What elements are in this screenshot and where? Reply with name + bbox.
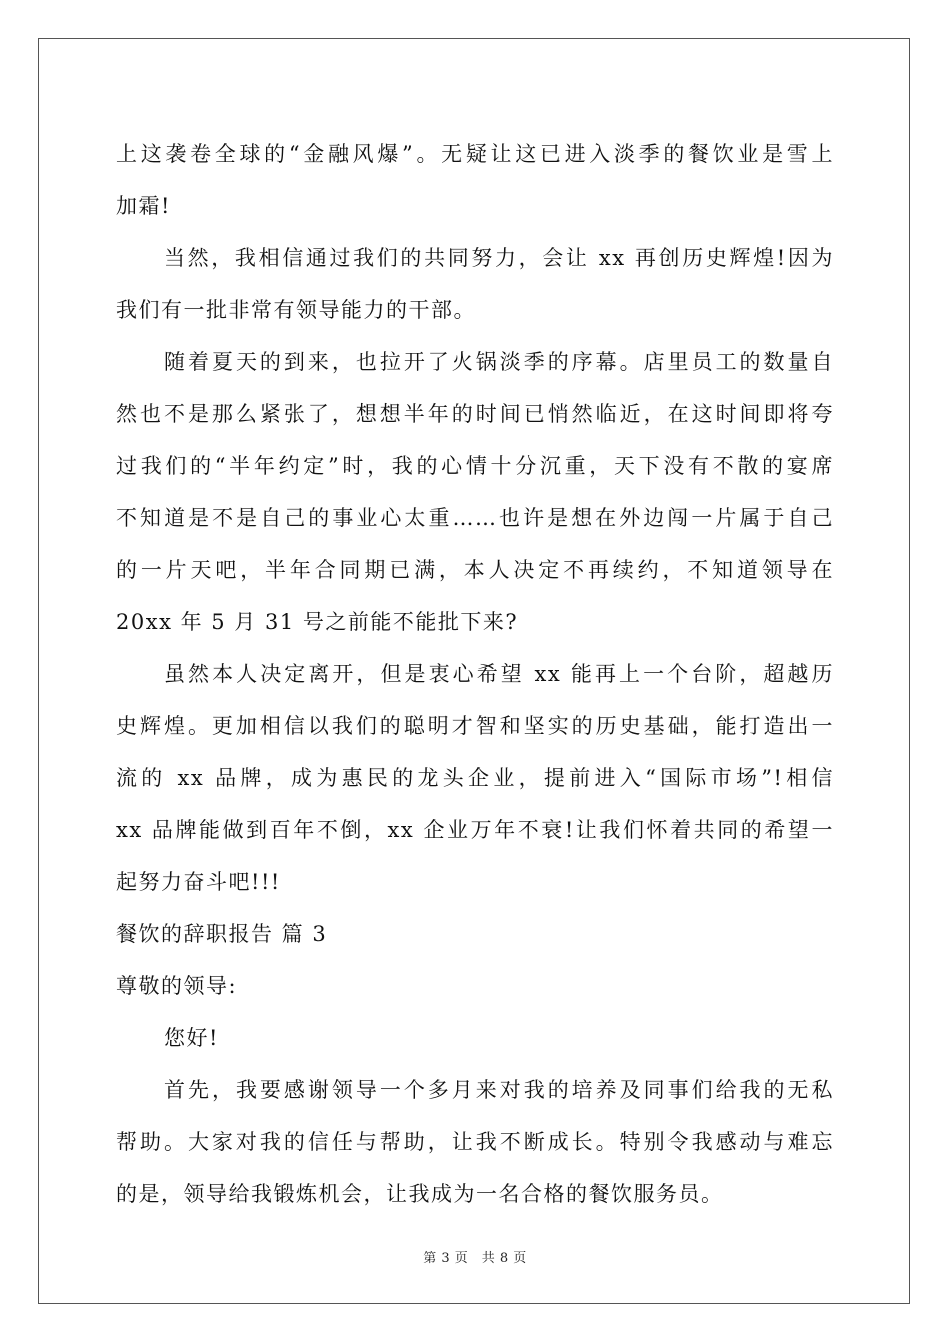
- text-line: 的是，领导给我锻炼机会，让我成为一名合格的餐饮服务员。: [116, 1182, 724, 1206]
- text-line: 上这袭卷全球的“金融风爆”。无疑让这已进入淡季的餐饮业是雪上: [116, 142, 834, 166]
- text-line: 首先，我要感谢领导一个多月来对我的培养及同事们给我的无私: [164, 1078, 834, 1102]
- text-line: 当然，我相信通过我们的共同努力，会让 xx 再创历史辉煌!因为: [164, 246, 834, 270]
- text-line: 20xx 年 5 月 31 号之前能不能批下来?: [116, 610, 519, 634]
- text-line: 史辉煌。更加相信以我们的聪明才智和坚实的历史基础，能打造出一: [116, 714, 834, 738]
- greeting: 您好!: [164, 1026, 219, 1050]
- text-line: 然也不是那么紧张了，想想半年的时间已悄然临近，在这时间即将夸: [116, 402, 834, 426]
- page-number-footer: 第 3 页 共 8 页: [423, 1251, 527, 1266]
- text-line: 随着夏天的到来，也拉开了火锅淡季的序幕。店里员工的数量自: [164, 350, 834, 374]
- text-line: xx 品牌能做到百年不倒，xx 企业万年不衰!让我们怀着共同的希望一: [116, 818, 834, 842]
- text-line: 的一片天吧，半年合同期已满，本人决定不再续约，不知道领导在: [116, 558, 834, 582]
- salutation: 尊敬的领导:: [116, 974, 238, 998]
- section-heading: 餐饮的辞职报告 篇 3: [116, 922, 328, 946]
- text-line: 虽然本人决定离开，但是衷心希望 xx 能再上一个台阶，超越历: [164, 662, 834, 686]
- text-line: 我们有一批非常有领导能力的干部。: [116, 298, 476, 322]
- text-line: 不知道是不是自己的事业心太重……也许是想在外边闯一片属于自己: [116, 506, 834, 530]
- text-line: 加霜!: [116, 194, 171, 218]
- document-body: [116, 128, 834, 1220]
- text-line: 起努力奋斗吧!!!: [116, 870, 281, 894]
- text-line: 帮助。大家对我的信任与帮助，让我不断成长。特别令我感动与难忘: [116, 1130, 834, 1154]
- text-line: 过我们的“半年约定”时，我的心情十分沉重，天下没有不散的宴席: [116, 454, 834, 478]
- text-line: 流的 xx 品牌，成为惠民的龙头企业，提前进入“国际市场”!相信: [116, 766, 834, 790]
